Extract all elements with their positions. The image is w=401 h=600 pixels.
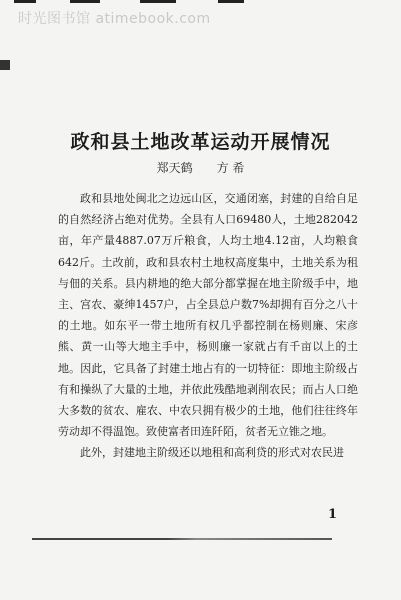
author-name: 方 希 bbox=[216, 161, 245, 175]
author-line bbox=[0, 159, 401, 176]
top-border-mark bbox=[140, 0, 176, 3]
paragraph: 此外，封建地主阶级还以地租和高利贷的形式对农民进 bbox=[80, 446, 344, 460]
watermark: 时光图书馆 atimebook.com bbox=[18, 11, 211, 27]
scan-margin-mark bbox=[0, 60, 10, 70]
page-title: 政和县土地改革运动开展情况 bbox=[70, 130, 331, 153]
top-border-mark bbox=[14, 0, 36, 3]
page-number: 1 bbox=[328, 507, 338, 522]
bottom-divider bbox=[32, 538, 332, 540]
top-border-mark bbox=[70, 0, 100, 3]
article-body bbox=[58, 188, 358, 464]
paragraph: 政和县地处闽北之边远山区，交通闭塞，封建的自给自足的自然经济占绝对优势。全县有人口69480人，土地282042亩，年产量4887.07万斤粮食，人均土地4.12亩，人均粮食642斤。土改前，政和县农村土地权高度集中，土地关系为租与佃的关系。县内耕地的绝大部分都掌握在地主阶级手中，地主、宫农、豪绅1457户，占全县总户数7%却拥有百分之八十的土地。如东平一带土地所有权几乎都控制在杨则廉、宋彦熊、黄一山等大地主手中，杨则廉一家就占有千亩以上的土地。因此，它具备了封建土地占有的一切特征：即地主阶级占有和操纵了大量的土地，并依此残酷地剥削农民；而占人口绝大多数的贫农、雇农、中农只拥有极少的土地，他们往往终年劳动却不得温饱。致使富者田连阡陌，贫者无立锥之地。 bbox=[58, 192, 358, 439]
author-name: 郑天鹤 bbox=[156, 161, 193, 175]
top-border-mark bbox=[218, 0, 244, 3]
